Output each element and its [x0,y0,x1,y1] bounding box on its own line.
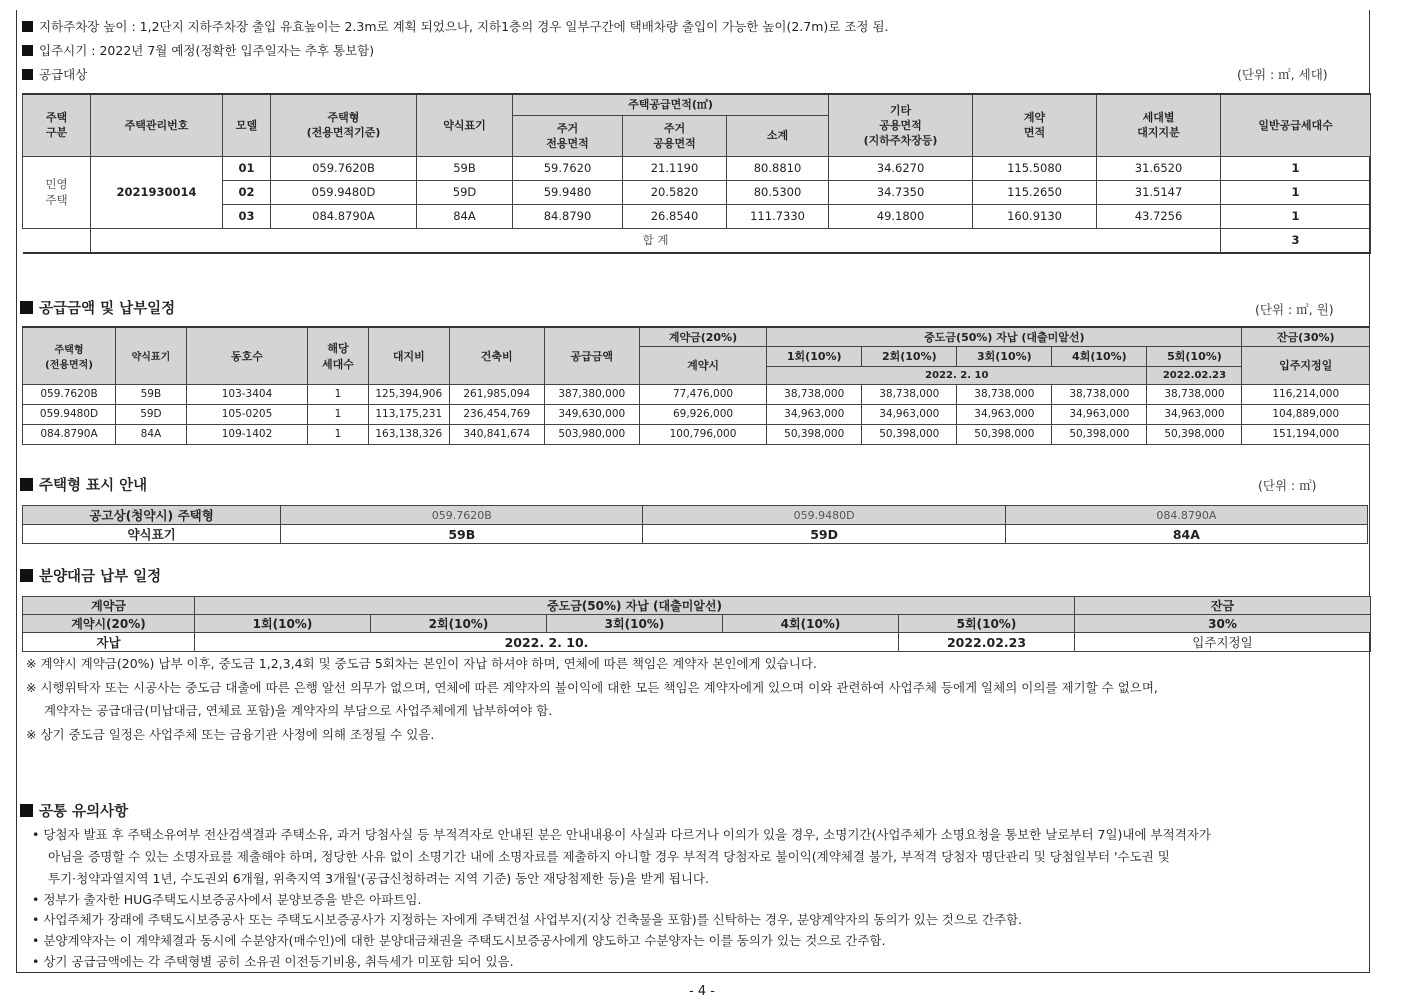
common-line-7: • 상기 공급금액에는 각 주택형별 공히 소유권 이전등기비용, 취득세가 미포함 되어 있음. [32,954,514,969]
cell-model: 03 [223,204,271,228]
cell-land: 31.5147 [1097,180,1221,204]
cell-short: 59D [116,404,187,424]
cell-contract: 160.9130 [973,204,1097,228]
header-balance-sub: 입주지정일 [1242,346,1370,384]
cell-balance: 116,214,000 [1242,384,1370,404]
cell-excl: 59.7620 [513,156,623,180]
cell-excl: 84.8790 [513,204,623,228]
cell-m4: 34,963,000 [1052,404,1147,424]
table-row [23,156,1371,180]
cell-building: 261,985,094 [449,384,544,404]
cell-balance: 104,889,000 [1242,404,1370,424]
cell-deposit: 69,926,000 [639,404,766,424]
cell-hh: 1 [308,404,369,424]
header-balance: 잔금(30%) [1242,327,1370,346]
cell-deposit: 77,476,000 [639,384,766,404]
parking-height-line: 지하주차장 높이 : 1,2단지 지하주차장 출입 유효높이는 2.3m로 계획 되었으나, 지하1층의 경우 일부구간에 택배차량 출입이 가능한 높이(2.7m)로 조정 됨. [22,17,889,35]
cell-common: 20.5820 [623,180,727,204]
table-row [23,204,1371,228]
note-1: ※ 계약시 계약금(20%) 납부 이후, 중도금 1,2,3,4회 및 중도금 5회차는 본인이 자납 하셔야 하며, 연체에 따른 책임은 계약자 본인에게 있습니다. [26,656,817,671]
cell-count: 1 [1221,204,1371,228]
cell-deposit: 100,796,000 [639,424,766,444]
cell-land: 125,394,906 [368,384,449,404]
sched-m2: 2회(10%) [371,615,547,633]
header-building-cost: 건축비 [449,327,544,384]
header-m4: 4회(10%) [1052,346,1147,366]
cell-m2: 50,398,000 [862,424,957,444]
cell-m3: 50,398,000 [957,424,1052,444]
cell-m5: 34,963,000 [1147,404,1242,424]
cell-other: 34.6270 [829,156,973,180]
header-unit-no: 동호수 [186,327,307,384]
note-2-cont: 계약자는 공급대금(미납대금, 연체료 포함)을 계약자의 부담으로 사업주체에게 납부하여야 함. [44,703,553,718]
header-supply-price: 공급금액 [544,327,639,384]
cell-other: 49.1800 [829,204,973,228]
cell-hh: 1 [308,424,369,444]
cell-m4: 50,398,000 [1052,424,1147,444]
cell-model: 01 [223,156,271,180]
header-other-area: 기타 공용면적 (지하주차장등) [829,94,973,156]
header-m3: 3회(10%) [957,346,1052,366]
table-total-row [23,228,1371,253]
cell-m3: 34,963,000 [957,404,1052,424]
sched-m-date: 2022. 2. 10. [195,633,899,652]
header-m1: 1회(10%) [767,346,862,366]
header-common-area: 주거 공용면적 [623,115,727,156]
cell-unit: 109-1402 [186,424,307,444]
sched-balance-sub: 30% [1075,615,1371,633]
cell-m5: 38,738,000 [1147,384,1242,404]
sched-balance-date: 입주지정일 [1075,633,1371,652]
common-line-3: 투기·청약과열지역 1년, 수도권외 6개월, 위축지역 3개월'(공급신청하려는 지역 기준) 동안 재당첨제한 등)을 받게 됩니다. [48,871,709,886]
header-short: 약식표기 [417,94,513,156]
note-2: ※ 시행위탁자 또는 시공사는 중도금 대출에 따른 은행 알선 의무가 없으며, 연체에 따른 계약자의 불이익에 대한 모든 책임은 계약자에게 있으며 이와 관련하여 사업주체 등에게 일체의 이의를 제기할 수 없으며, [26,680,1158,695]
cell-short: 84A [417,204,513,228]
display-type: 084.8790A [1005,506,1367,525]
display-type: 059.9480D [643,506,1005,525]
cell-subtotal: 111.7330 [727,204,829,228]
schedule-table [22,596,1371,652]
sched-m4: 4회(10%) [723,615,899,633]
type-div-value: 민영 주택 [23,156,91,228]
cell-m1: 34,963,000 [767,404,862,424]
cell-m5: 50,398,000 [1147,424,1242,444]
sched-balance: 잔금 [1075,597,1371,615]
cell-count: 1 [1221,156,1371,180]
cell-m1: 38,738,000 [767,384,862,404]
cell-short: 59D [417,180,513,204]
common-line-6: • 분양계약자는 이 계약체결과 동시에 수분양자(매수인)에 대한 분양대금채권을 주택도시보증공사에게 양도하고 수분양자는 이를 동의가 있는 것으로 간주함. [32,933,886,948]
cell-balance: 151,194,000 [1242,424,1370,444]
display-row1-label: 공고상(청약시) 주택형 [23,506,281,525]
cell-short: 59B [116,384,187,404]
cell-m2: 34,963,000 [862,404,957,424]
supply-unit: (단위 : ㎡, 세대) [1237,67,1328,82]
cell-supply: 503,980,000 [544,424,639,444]
cell-m3: 38,738,000 [957,384,1052,404]
header-middle: 중도금(50%) 자납 (대출미알선) [767,327,1242,346]
header-households: 해당 세대수 [308,327,369,384]
sched-m1: 1회(10%) [195,615,371,633]
total-value: 3 [1221,228,1371,253]
cell-contract: 115.2650 [973,180,1097,204]
header-type-div: 주택 구분 [23,94,91,156]
display-short: 59B [281,525,643,544]
cell-contract: 115.5080 [973,156,1097,180]
header-type: 주택형 (전용면적) [23,327,116,384]
sched-middle: 중도금(50%) 자납 (대출미알선) [195,597,1075,615]
sched-deposit-sub: 계약시(20%) [23,615,195,633]
common-line-2: 아님을 증명할 수 있는 소명자료를 제출해야 하며, 정당한 사유 없이 소명기간 내에 소명자료를 제출하지 아니할 경우 부적격 당첨자로 불이익(계약체결 불가, 부적격 당첨자 명단관리 및 당첨일부터 '수도권 및 [48,849,1170,864]
cell-building: 340,841,674 [449,424,544,444]
sched-m5: 5회(10%) [899,615,1075,633]
cell-subtotal: 80.8810 [727,156,829,180]
cell-excl: 59.9480 [513,180,623,204]
common-line-4: • 정부가 출자한 HUG주택도시보증공사에서 분양보증을 받은 아파트임. [32,892,422,907]
header-m5-date: 2022.02.23 [1147,366,1242,384]
schedule-heading: 분양대금 납부 일정 [20,565,161,586]
cell-model: 02 [223,180,271,204]
header-general-count: 일반공급세대수 [1221,94,1371,156]
sched-m5-date: 2022.02.23 [899,633,1075,652]
sched-m3: 3회(10%) [547,615,723,633]
header-excl-area: 주거 전용면적 [513,115,623,156]
mgmt-no-value: 2021930014 [91,156,223,228]
display-row2-label: 약식표기 [23,525,281,544]
cell-type: 059.9480D [23,404,116,424]
table-row [23,180,1371,204]
cell-m2: 38,738,000 [862,384,957,404]
cell-common: 26.8540 [623,204,727,228]
cell-unit: 103-3404 [186,384,307,404]
display-type: 059.7620B [281,506,643,525]
cell-supply: 387,380,000 [544,384,639,404]
table-row [23,424,1370,444]
price-table [22,326,1370,445]
header-model: 모델 [223,94,271,156]
cell-land: 113,175,231 [368,404,449,424]
cell-type: 084.8790A [271,204,417,228]
display-short: 84A [1005,525,1367,544]
header-subtotal: 소계 [727,115,829,156]
cell-type: 059.7620B [271,156,417,180]
common-heading: 공통 유의사항 [20,800,128,821]
display-short: 59D [643,525,1005,544]
supply-target-line: 공급대상 [22,65,87,83]
cell-other: 34.7350 [829,180,973,204]
header-land-cost: 대지비 [368,327,449,384]
cell-type: 059.7620B [23,384,116,404]
cell-building: 236,454,769 [449,404,544,424]
header-short: 약식표기 [116,327,187,384]
common-line-1: • 당첨자 발표 후 주택소유여부 전산검색결과 주택소유, 과거 당첨사실 등 부적격자로 안내된 분은 안내내용이 사실과 다르거나 이의가 있을 경우, 소명기간(사업주체가 소명요청을 통보한 날로부터 7일)내에 부적격자가 [32,827,1211,842]
price-heading: 공급금액 및 납부일정 [20,297,175,318]
cell-land: 31.6520 [1097,156,1221,180]
header-m5: 5회(10%) [1147,346,1242,366]
header-mgmt-no: 주택관리번호 [91,94,223,156]
display-heading: 주택형 표시 안내 [20,474,147,495]
display-table [22,505,1368,544]
header-m-date: 2022. 2. 10 [767,366,1147,384]
header-land-share: 세대별 대지지분 [1097,94,1221,156]
cell-count: 1 [1221,180,1371,204]
move-in-line: 입주시기 : 2022년 7월 예정(정확한 입주일자는 추후 통보함) [22,41,374,59]
display-unit: (단위 : ㎡) [1258,478,1317,493]
price-unit: (단위 : ㎡, 원) [1255,302,1334,317]
header-deposit: 계약금(20%) [639,327,766,346]
table-row [23,404,1370,424]
header-m2: 2회(10%) [862,346,957,366]
supply-table [22,93,1371,254]
cell-type: 059.9480D [271,180,417,204]
cell-short: 84A [116,424,187,444]
cell-hh: 1 [308,384,369,404]
cell-m4: 38,738,000 [1052,384,1147,404]
header-contract-area: 계약 면적 [973,94,1097,156]
cell-land: 163,138,326 [368,424,449,444]
table-row [23,384,1370,404]
cell-m1: 50,398,000 [767,424,862,444]
sched-deposit: 계약금 [23,597,195,615]
note-3: ※ 상기 중도금 일정은 사업주체 또는 금융기관 사정에 의해 조정될 수 있음. [26,727,435,742]
header-house-type: 주택형 (전용면적기준) [271,94,417,156]
cell-type: 084.8790A [23,424,116,444]
header-deposit-sub: 계약시 [639,346,766,384]
total-label: 합 계 [91,228,1221,253]
cell-unit: 105-0205 [186,404,307,424]
cell-short: 59B [417,156,513,180]
cell-common: 21.1190 [623,156,727,180]
common-line-5: • 사업주체가 장래에 주택도시보증공사 또는 주택도시보증공사가 지정하는 자에게 주택건설 사업부지(지상 건축물을 포함)를 신탁하는 경우, 분양계약자의 동의가 있는 것으로 간주함. [32,912,1023,927]
cell-subtotal: 80.5300 [727,180,829,204]
cell-land: 43.7256 [1097,204,1221,228]
sched-self: 자납 [23,633,195,652]
page-number: - 4 - [689,984,715,999]
header-area-group: 주택공급면적(㎡) [513,94,829,115]
cell-supply: 349,630,000 [544,404,639,424]
